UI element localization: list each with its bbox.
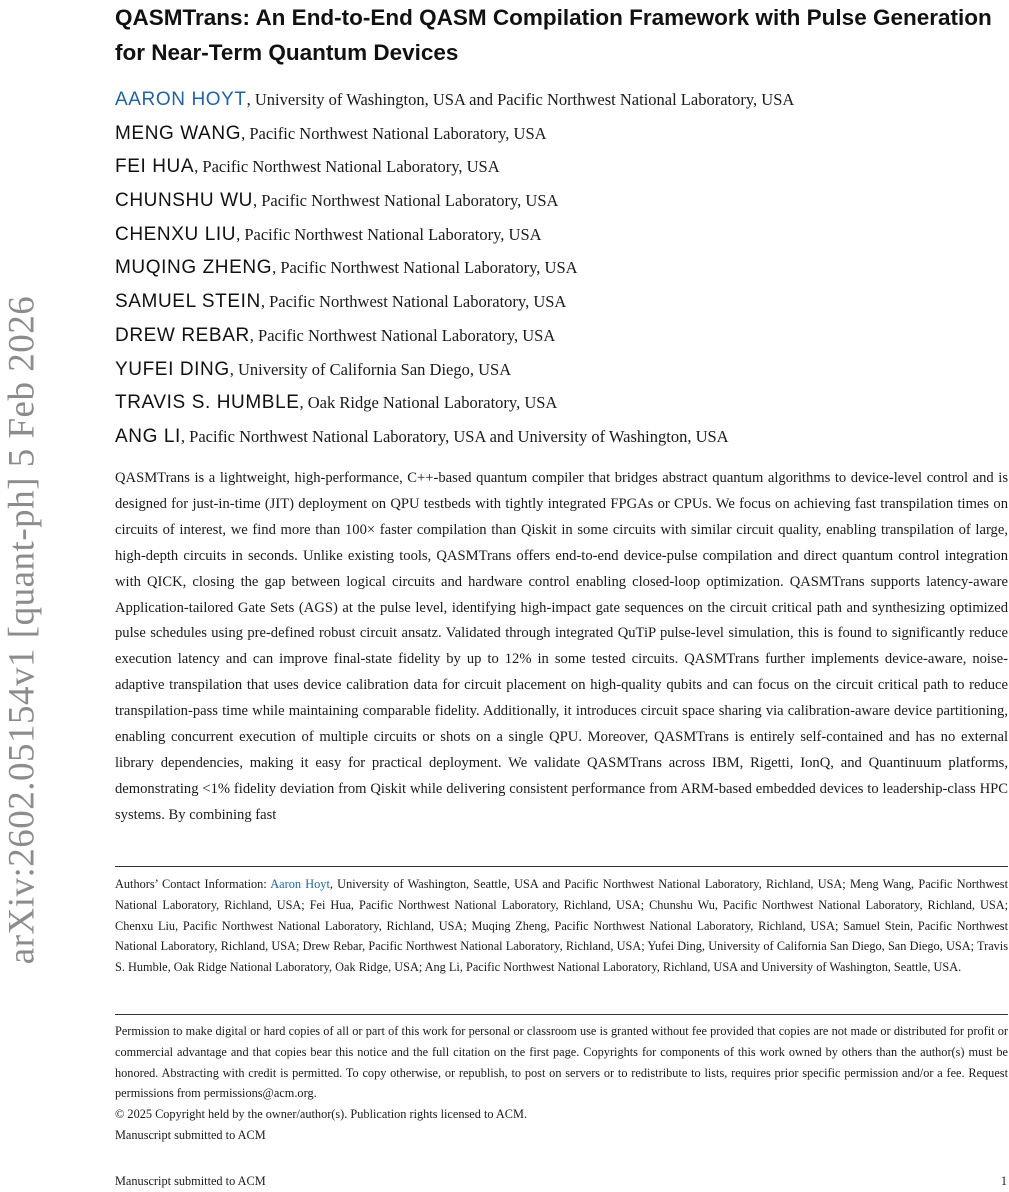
permission-block — [115, 1021, 1008, 1146]
contact-label: Authors’ Contact Information: — [115, 877, 271, 891]
first-author-link[interactable]: Aaron Hoyt — [270, 877, 330, 891]
paper-title: QASMTrans: An End-to-End QASM Compilation Framework with Pulse Generation for Near-Term Quantum Devices — [115, 5, 992, 65]
footnote-divider — [115, 866, 1008, 867]
permission-notice: Permission to make digital or hard copies of all or part of this work for personal or classroom use is granted without fee provided that copies are not made or distributed for profit or commercial advantage and that copies bear this notice and the full citation on the first page. Copyrights for components of this work owned by others than the author(s) must be honored. Abstracting with credit is permitted. To copy otherwise, or republish, to post on servers or to redistribute to lists, requires prior specific permission and/or a fee. Request permissions from permissions@acm.org. — [115, 1024, 1008, 1101]
author-name: MUQING ZHENG — [115, 257, 273, 279]
author-affiliation: , Oak Ridge National Laboratory, USA — [299, 393, 558, 413]
author-name: TRAVIS S. HUMBLE — [115, 392, 300, 414]
author-entry — [115, 288, 1005, 322]
author-entry — [115, 86, 1005, 120]
author-affiliation: , Pacific Northwest National Laboratory, USA — [260, 292, 567, 312]
author-affiliation: , University of California San Diego, USA — [229, 359, 512, 379]
author-affiliation: , Pacific Northwest National Laboratory, USA — [272, 258, 578, 278]
author-entry — [115, 356, 1005, 390]
author-affiliation: , Pacific Northwest National Laboratory, USA and University of Washington, USA — [180, 426, 729, 446]
author-contact-information — [115, 874, 1008, 978]
author-name: MENG WANG — [115, 122, 242, 144]
author-name: YUFEI DING — [115, 358, 230, 380]
copyright-line: © 2025 Copyright held by the owner/author(s). Publication rights licensed to ACM. — [115, 1107, 528, 1122]
author-entry — [115, 389, 1005, 423]
author-list — [115, 86, 1005, 457]
abstract: QASMTrans is a lightweight, high-performance, C++-based quantum compiler that bridges abstract quantum algorithms to device-level control and is designed for just-in-time (JIT) deployment on QPU testbeds with tightly integrated FPGAs or CPUs. We focus on achieving fast transpilation times on circuits of interest, we find more than 100× faster compilation than Qiskit in some circuits with similar circuit quality, enabling transpilation of large, high-depth circuits in seconds. Unlike existing tools, QASMTrans offers end-to-end device-pulse compilation and direct quantum control integration with QICK, closing the gap between logical circuits and hardware control enabling closed-loop optimization. QASMTrans supports latency-aware Application-tailored Gate Sets (AGS) at the pulse level, identifying high-impact gate sequences on the circuit critical path and synthesizing optimized pulse schedules using pre-defined robust circuit ansatz. Validated through integrated QuTiP pulse-level simulation, this is found to significantly reduce execution latency and can improve final-state fidelity by up to 12% in some tested circuits. QASMTrans further implements device-aware, noise-adaptive transpilation that uses device calibration data for circuit placement on high-quality qubits and can focus on the circuit critical path to reduce transpilation-pass time while maintaining comparable fidelity. Additionally, it introduces circuit space sharing via calibration-aware device partitioning, enabling concurrent execution of multiple circuits or shots on a single QPU. Moreover, QASMTrans is entirely self-contained and has no external library dependencies, making it easy for practical deployment. We validate QASMTrans across IBM, Rigetti, IonQ, and Quantinuum platforms, demonstrating <1% fidelity deviation from Qiskit while delivering consistent performance from ARM-based embedded devices to leadership-class HPC systems. By combining fast — [115, 470, 1008, 823]
author-affiliation: , Pacific Northwest National Laboratory, USA — [252, 191, 559, 211]
author-affiliation: , Pacific Northwest National Laboratory, USA — [241, 123, 547, 143]
author-affiliation: , Pacific Northwest National Laboratory, USA — [249, 325, 556, 345]
author-affiliation: , University of Washington, USA and Pacific Northwest National Laboratory, USA — [246, 90, 795, 109]
page-number: 1 — [1000, 1174, 1007, 1188]
author-name: FEI HUA — [115, 156, 195, 178]
author-entry — [115, 187, 1005, 221]
author-entry — [115, 120, 1005, 154]
arxiv-sidebar — [0, 250, 44, 1010]
footer-manuscript: Manuscript submitted to ACM — [115, 1174, 266, 1188]
author-name-link[interactable]: AARON HOYT — [115, 89, 247, 110]
author-entry — [115, 221, 1005, 255]
author-entry — [115, 254, 1005, 288]
author-name: DREW REBAR — [115, 324, 250, 346]
author-name: CHUNSHU WU — [115, 190, 253, 212]
arxiv-identifier: arXiv:2602.05154v1 [quant-ph] 5 Feb 2026 — [1, 295, 43, 965]
permission-divider — [115, 1014, 1008, 1015]
author-name: ANG LI — [115, 425, 181, 447]
author-name: SAMUEL STEIN — [115, 291, 261, 313]
manuscript-note: Manuscript submitted to ACM — [115, 1127, 266, 1142]
author-affiliation: , Pacific Northwest National Laboratory, USA — [236, 224, 542, 244]
author-entry — [115, 322, 1005, 356]
contact-text: , University of Washington, Seattle, USA and Pacific Northwest National Laboratory, Richland, USA; Meng Wang, Pacific Northwest National Laboratory, Richland, USA; Fei Hua, Pacific Northwest National Laboratory, Richland, USA; Chunshu Wu, Pacific Northwest National Laboratory, Richland, USA; Chenxu Liu, Pacific Northwest National Laboratory, Richland, USA; Muqing Zheng, Pacific Northwest National Laboratory, Richland, USA; Samuel Stein, Pacific Northwest National Laboratory, Richland, USA; Drew Rebar, Pacific Northwest National Laboratory, Richland, USA; Yufei Ding, University of California San Diego, San Diego, USA; Travis S. Humble, Oak Ridge National Laboratory, Oak Ridge, USA; Ang Li, Pacific Northwest National Laboratory, Richland, USA and University of Washington, Seattle, USA. — [115, 877, 1008, 975]
author-entry — [115, 423, 1005, 457]
author-affiliation: , Pacific Northwest National Laboratory, USA — [194, 157, 500, 177]
author-name: CHENXU LIU — [115, 223, 237, 245]
author-entry — [115, 153, 1005, 187]
